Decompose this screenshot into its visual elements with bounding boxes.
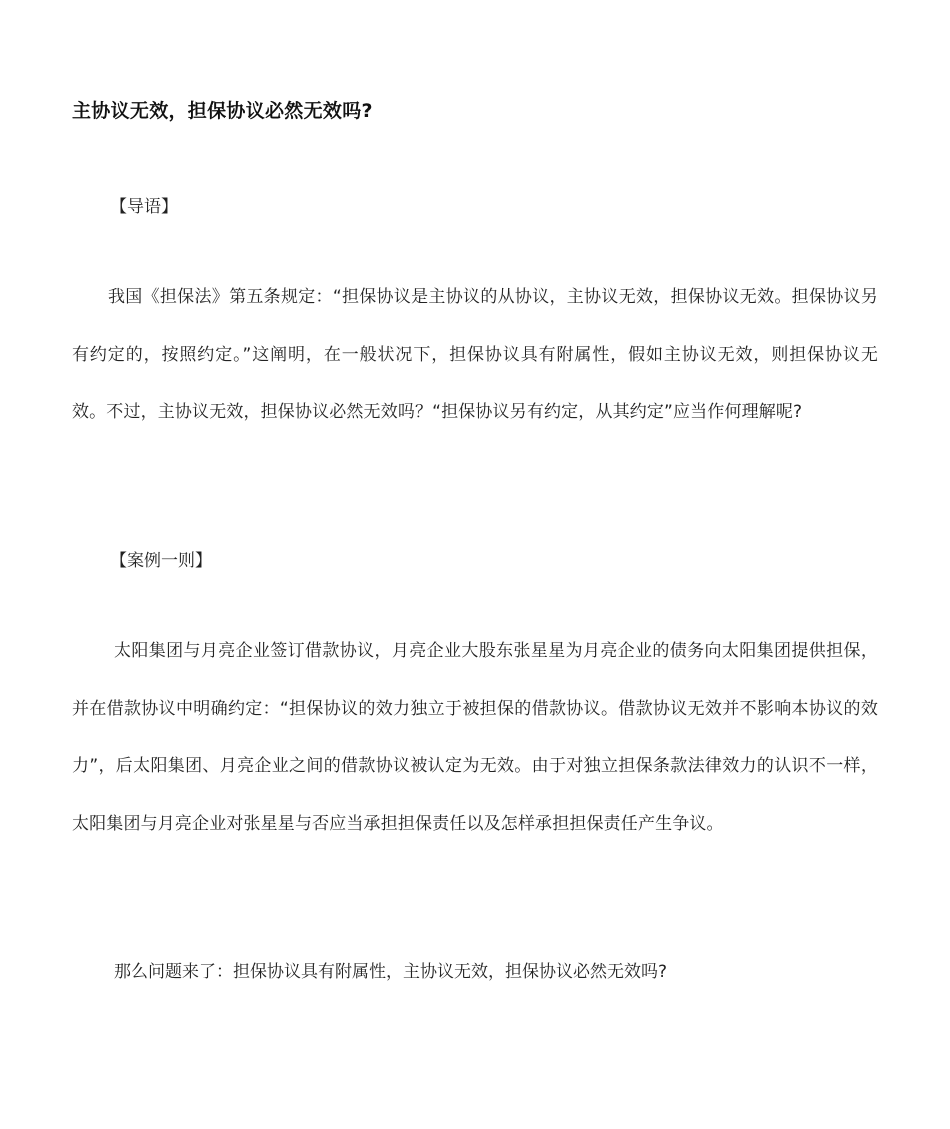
intro-heading: 【导语】: [110, 197, 178, 217]
document-title: 主协议无效，担保协议必然无效吗?: [72, 100, 373, 122]
question-line: 那么问题来了：担保协议具有附属性，主协议无效，担保协议必然无效吗?: [114, 962, 668, 982]
case-paragraph: 太阳集团与月亮企业签订借款协议，月亮企业大股东张星星为月亮企业的债务向太阳集团提供担保，并在借款协议中明确约定：“担保协议的效力独立于被担保的借款协议。借款协议无效并不影响本协议的效力”，后太阳集团、月亮企业之间的借款协议被认定为无效。由于对独立担保条款法律效力的认识不一样，太阳集团与月亮企业对张星星与否应当承担担保责任以及怎样承担担保责任产生争议。: [72, 641, 878, 834]
case-heading: 【案例一则】: [110, 551, 212, 571]
intro-paragraph: 我国《担保法》第五条规定：“担保协议是主协议的从协议，主协议无效，担保协议无效。担保协议另有约定的，按照约定。”这阐明，在一般状况下，担保协议具有附属性，假如主协议无效，则担保协议无效。不过，主协议无效，担保协议必然无效吗？“担保协议另有约定，从其约定”应当作何理解呢?: [72, 287, 878, 422]
